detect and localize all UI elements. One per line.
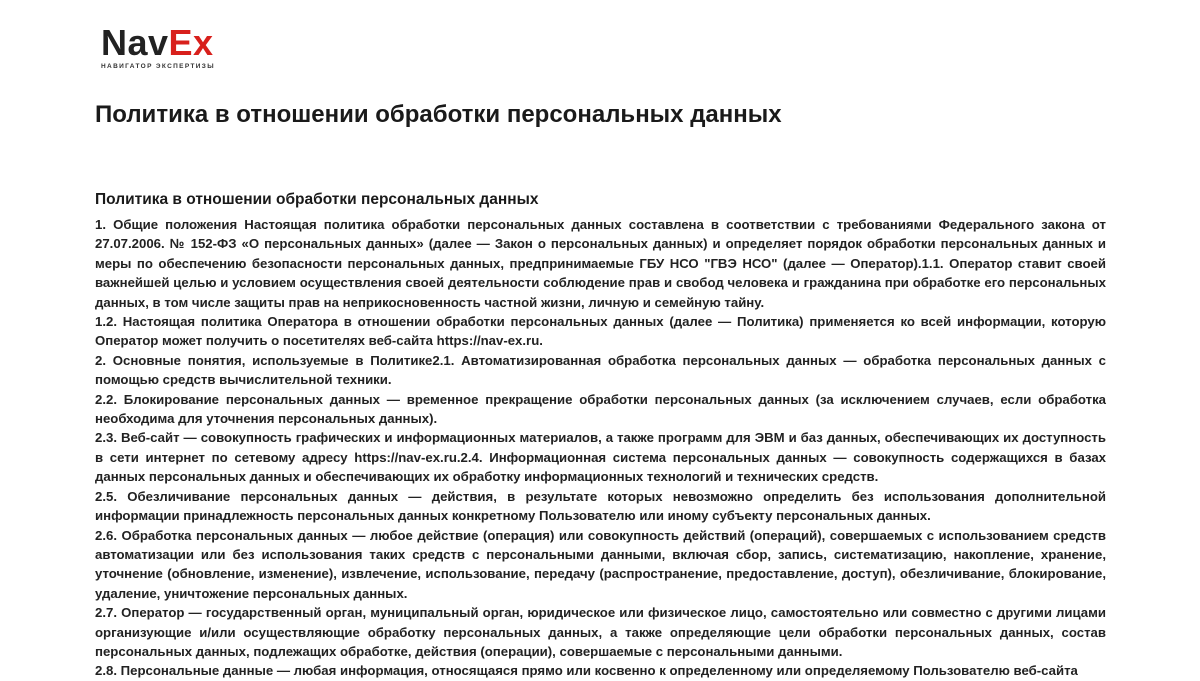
- policy-paragraph: 2.5. Обезличивание персональных данных — действия, в результате которых невозможно определить без использования дополнительной информации принадлежность персональных данных конкретному Пользователю или иному субъекту персональных данных.: [95, 488, 1106, 524]
- policy-paragraph: 2.6. Обработка персональных данных — любое действие (операция) или совокупность действий (операций), совершаемых с использованием средств автоматизации или без использования таких средств с персональными данными, включая сбор, запись, систематизацию, накопление, хранение, уточнение (обновление, изменение), извлечение, использование, передачу (распространение, предоставление, доступ), обезличивание, блокирование, удаление, уничтожение персональных данных.: [95, 527, 1106, 601]
- logo-word-accent: Ex: [168, 22, 214, 63]
- policy-paragraph: 2.3. Веб-сайт — совокупность графических и информационных материалов, а также программ для ЭВМ и баз данных, обеспечивающих их доступность в сети интернет по сетевому адресу https://nav-ex.ru.2.4. Информационная система персональных данных — совокупность содержащихся в базах данных персональных данных и обеспечивающих их обработку информационных технологий и технических средств.: [95, 430, 1106, 485]
- logo-tagline: НАВИГАТОР ЭКСПЕРТИЗЫ: [101, 63, 215, 70]
- policy-paragraph: 2.7. Оператор — государственный орган, муниципальный орган, юридическое или физическое лицо, самостоятельно или совместно с другими лицами организующие и/или осуществляющие обработку персональных данных, а также определяющие цели обработки персональных данных, состав персональных данных, подлежащих обработке, действия (операции), совершаемые с персональными данными.: [95, 605, 1106, 659]
- policy-paragraph: 2. Основные понятия, используемые в Политике2.1. Автоматизированная обработка персональных данных — обработка персональных данных с помощью средств вычислительной техники.: [95, 352, 1106, 388]
- logo-word-main: Nav: [101, 22, 169, 63]
- policy-paragraph: 2.8. Персональные данные — любая информация, относящаяся прямо или косвенно к определенному или определяемому Пользователю веб-сайта: [95, 663, 1078, 679]
- section-title: Политика в отношении обработки персональных данных: [95, 191, 539, 208]
- policy-paragraph: 1. Общие положения Настоящая политика обработки персональных данных составлена в соответствии с требованиями Федерального закона от 27.07.2006. № 152-ФЗ «О персональных данных» (далее — Закон о персональных данных) и определяет порядок обработки персональных данных и меры по обеспечению безопасности персональных данных, предпринимаемые ГБУ НСО "ГВЭ НСО" (далее — Оператор).1.1. Оператор ставит своей важнейшей целью и условием осуществления своей деятельности соблюдение прав и свобод человека и гражданина при обработке его персональных данных, в том числе защиты прав на неприкосновенность частной жизни, личную и семейную тайну.: [95, 217, 1106, 310]
- navex-logo[interactable]: [101, 24, 231, 70]
- policy-paragraph: 2.2. Блокирование персональных данных — временное прекращение обработки персональных данных (за исключением случаев, если обработка необходима для уточнения персональных данных).: [95, 391, 1106, 427]
- page-title: Политика в отношении обработки персональных данных: [95, 101, 782, 128]
- policy-content: [95, 189, 1106, 681]
- policy-paragraph: 1.2. Настоящая политика Оператора в отношении обработки персональных данных (далее — Политика) применяется ко всей информации, которую Оператор может получить о посетителях веб-сайта https://nav-ex.ru.: [95, 314, 1106, 349]
- logo-wordmark: [101, 24, 231, 62]
